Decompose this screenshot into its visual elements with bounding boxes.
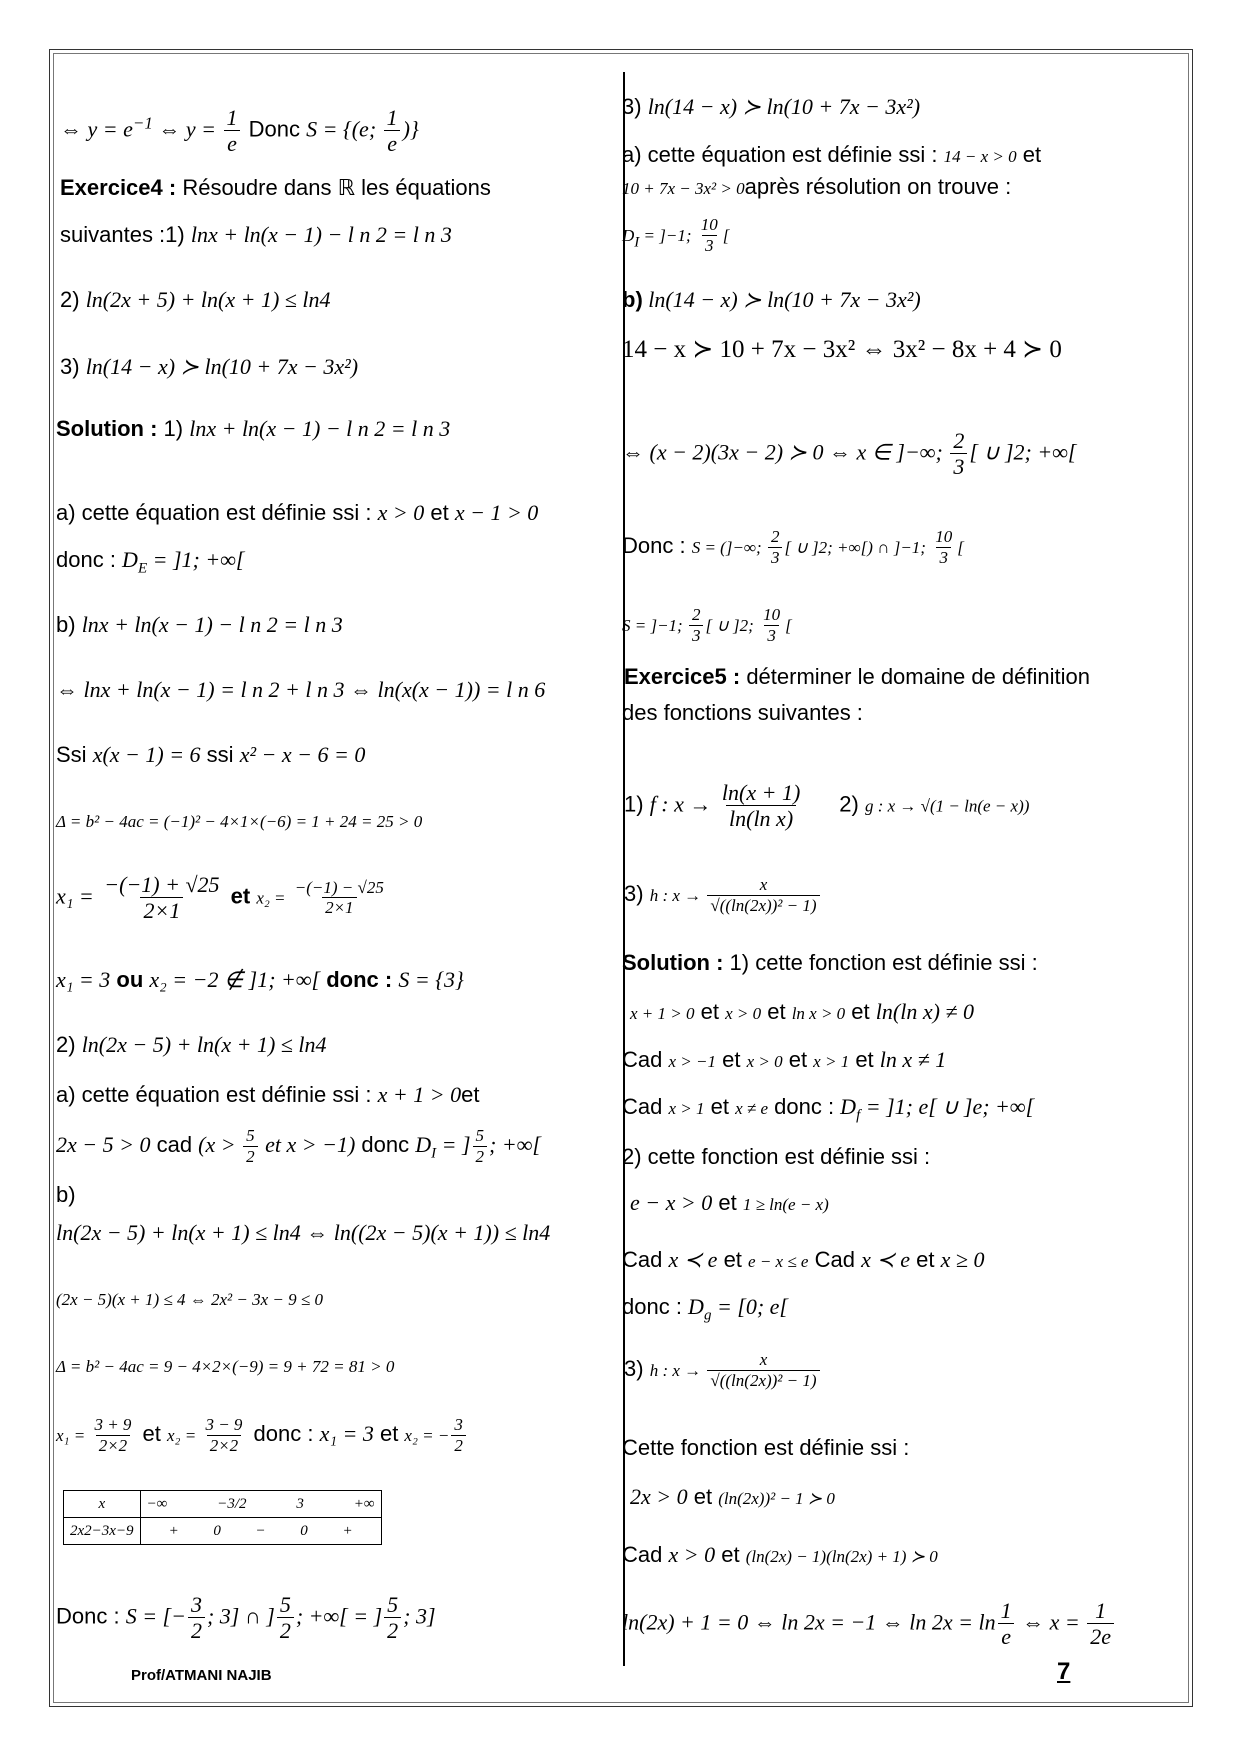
sign-table-x-value: 3 xyxy=(296,1495,304,1512)
sign-cell: − xyxy=(255,1522,266,1539)
exercise5-title: Exercice5 : déterminer le domaine de définition xyxy=(624,664,1090,689)
part2-domain-a: a) cette équation est définie ssi : x + 1 > 0et xyxy=(56,1082,480,1107)
r-fact: ⇔ (x − 2)(3x − 2) ≻ 0 ⇔ x ∈ ]−∞; $\frac{2}{3}$ [ ∪ ]2; +∞[ xyxy=(622,428,1077,480)
sign-cell: 0 xyxy=(300,1522,308,1539)
exercise4-eq1: suivantes :1) lnx + ln(x − 1) − l n 2 = l n 3 xyxy=(60,222,452,247)
domain-condition-1: a) cette équation est définie ssi : x > 0 et x − 1 > 0 xyxy=(56,500,539,525)
ssi-line: Ssi x(x − 1) = 6 ssi x² − x − 6 = 0 xyxy=(56,742,366,767)
r-ineq: 14 − x ≻ 10 + 7x − 3x² ⇔ 3x² − 8x + 4 ≻ 0 xyxy=(622,336,1062,363)
sign-table-x-label: x xyxy=(64,1491,141,1518)
page-number: 7 xyxy=(1057,1658,1071,1685)
r-solution-title: Solution : 1) cette fonction est définie ssi : xyxy=(622,950,1038,975)
r-g-title: 2) cette fonction est définie ssi : xyxy=(622,1144,931,1169)
r-b: b) ln(14 − x) ≻ ln(10 + 7x − 3x²) xyxy=(622,287,921,312)
r-cond-1: x + 1 > 0 et x > 0 et ln x > 0 et ln(ln x) ≠ 0 xyxy=(630,999,974,1024)
r-cond-3: Cad x > 1 et x ≠ e donc : $D_f = ]1$; e[ ∪ ]e; +∞[ xyxy=(622,1094,1035,1124)
part-b-eq2: ⇔ lnx + ln(x − 1) = l n 2 + l n 3 ⇔ ln(x(x − 1)) = l n 6 xyxy=(56,677,546,702)
delta-2: Δ = b² − 4ac = 9 − 4×2×(−9) = 9 + 72 = 81 > 0 xyxy=(56,1357,395,1376)
r-q3: 3) ln(14 − x) ≻ ln(10 + 7x − 3x²) xyxy=(622,94,921,119)
sign-table-row xyxy=(64,1518,382,1545)
sign-cell: + xyxy=(168,1522,179,1539)
r-cond-2: Cad x > −1 et x > 0 et x > 1 et ln x ≠ 1 xyxy=(622,1047,947,1072)
r-a-line2: 10 + 7x − 3x² > 0après résolution on trouve : xyxy=(622,174,1012,199)
r-g-cond: e − x > 0 et 1 ≥ ln(e − x) xyxy=(630,1190,829,1215)
sign-table-x-value: +∞ xyxy=(353,1495,375,1512)
r-g-cad: Cad x ≺ e et e − x ≤ e Cad x ≺ e et x ≥ 0 xyxy=(622,1247,985,1272)
r-s: S = ]−1; $\frac{2}{3}$ [ ∪ ]2; $\frac{10}{3}$ [ xyxy=(622,605,792,645)
roots-1: x₁ = $\frac{-(-1) + √25}{2\times 1}$ et x₂ = $\frac{-(-1) - √25}{2\times 1}$ xyxy=(56,872,384,924)
exercise5-text2: des fonctions suivantes : xyxy=(622,700,863,725)
r-h-def: 3) h : x → $\frac{x}{\text{√((ln(2x))² − 1)}}$ xyxy=(624,1350,822,1390)
delta-1: Δ = b² − 4ac = (−1)² − 4×1×(−6) = 1 + 24 = 25 > 0 xyxy=(56,812,423,831)
r-h-cond: 2x > 0 et (ln(2x))² − 1 ≻ 0 xyxy=(630,1484,835,1509)
final-result-left: Donc : S = [− $\frac{3}{2}$ ; 3] ∩ ] $\frac{5}{2}$ ; +∞[ = ] $\frac{5}{2}$ ; 3] xyxy=(56,1592,436,1644)
exercise5-functions: 1) f : x → $\frac{\ln(x + 1)}{\text{ln(ln x)}}$ 2) g : x → √(1 − ln(e − x)) xyxy=(624,780,1030,832)
r-h-final: ln(2x) + 1 = 0 ⇔ ln 2x = −1 ⇔ ln 2x = ln $\frac{1}{e}$ ⇔ x = $\frac{1}{2e}$ xyxy=(622,1598,1116,1650)
r-donc: Donc : S = (]−∞; $\frac{2}{3}$ [ ∪ ]2; +∞[) ∩ ]−1; $\frac{10}{3}$ [ xyxy=(622,527,964,567)
part2-domain-b: 2x − 5 > 0 cad (x > $\frac{5}{2}$ et x > −1) donc $D_I$ = ] $\frac{5}{2}$ ; +∞[ xyxy=(56,1126,541,1166)
part-b-eq: b) lnx + ln(x − 1) − l n 2 = l n 3 xyxy=(56,612,343,637)
sign-table-x-value: −3/2 xyxy=(217,1495,247,1512)
sign-table-header xyxy=(64,1491,382,1518)
part2-b: b) xyxy=(56,1182,76,1207)
exercise5-f3: 3) h : x → $\frac{x}{\text{√((ln(2x))² − 1)}}$ xyxy=(624,875,822,915)
exercise4-title: Exercice4 : Résoudre dans ℝ les équations xyxy=(60,175,491,200)
exercise4-eq2: 2) ln(2x + 5) + ln(x + 1) ≤ ln4 xyxy=(60,287,331,312)
part2-eq3: ln(2x − 5) + ln(x + 1) ≤ ln4 ⇔ ln((2x − 5)(x + 1)) ≤ ln4 xyxy=(56,1220,551,1245)
sign-cell: 0 xyxy=(213,1522,221,1539)
sign-table xyxy=(63,1490,382,1545)
domain-result-1: donc : $D_E = ]1$; +∞[ xyxy=(56,547,245,577)
r-domain: $D_I = ]-1$; $\frac{10}{3}$ [ xyxy=(622,215,730,255)
sign-table-expr-label: 2x2−3x−9 xyxy=(64,1518,141,1545)
r-h-cad: Cad x > 0 et (ln(2x) − 1)(ln(2x) + 1) ≻ 0 xyxy=(622,1542,938,1567)
exercise4-eq3: 3) ln(14 − x) ≻ ln(10 + 7x − 3x²) xyxy=(60,354,359,379)
r-g-domain: donc : $D_g = [0$; e[ xyxy=(622,1294,788,1324)
solution-title: Solution : 1) lnx + ln(x − 1) − l n 2 = l n 3 xyxy=(56,416,451,441)
r-a-line1: a) cette équation est définie ssi : 14 − x > 0 et xyxy=(622,142,1042,167)
r-h-text: Cette fonction est définie ssi : xyxy=(622,1435,910,1460)
author-footer: Prof/ATMANI NAJIB xyxy=(131,1667,272,1684)
sign-cell: + xyxy=(342,1522,353,1539)
part2-eq: 2) ln(2x − 5) + ln(x + 1) ≤ ln4 xyxy=(56,1032,327,1057)
sign-table-x-value: −∞ xyxy=(146,1495,168,1512)
line-s-e: ⇔ $y = e^{-1}$ ⇔ y = $\frac{1}{e}$ Donc S = {(e; $\frac{1}{e}$ )} xyxy=(60,105,419,157)
result-1: x₁ = 3 ou x₂ = −2 ∉ ]1; +∞[ donc : S = {3} xyxy=(56,967,464,992)
roots-2: x₁ = $\frac{3 + 9}{2\times 2}$ et x₂ = $\frac{3 - 9}{2\times 2}$ donc : x₁ = 3 et x₂ = − $\frac{3}{2}$ xyxy=(56,1415,468,1455)
part2-eq4: (2x − 5)(x + 1) ≤ 4 ⇔ 2x² − 3x − 9 ≤ 0 xyxy=(56,1290,323,1309)
